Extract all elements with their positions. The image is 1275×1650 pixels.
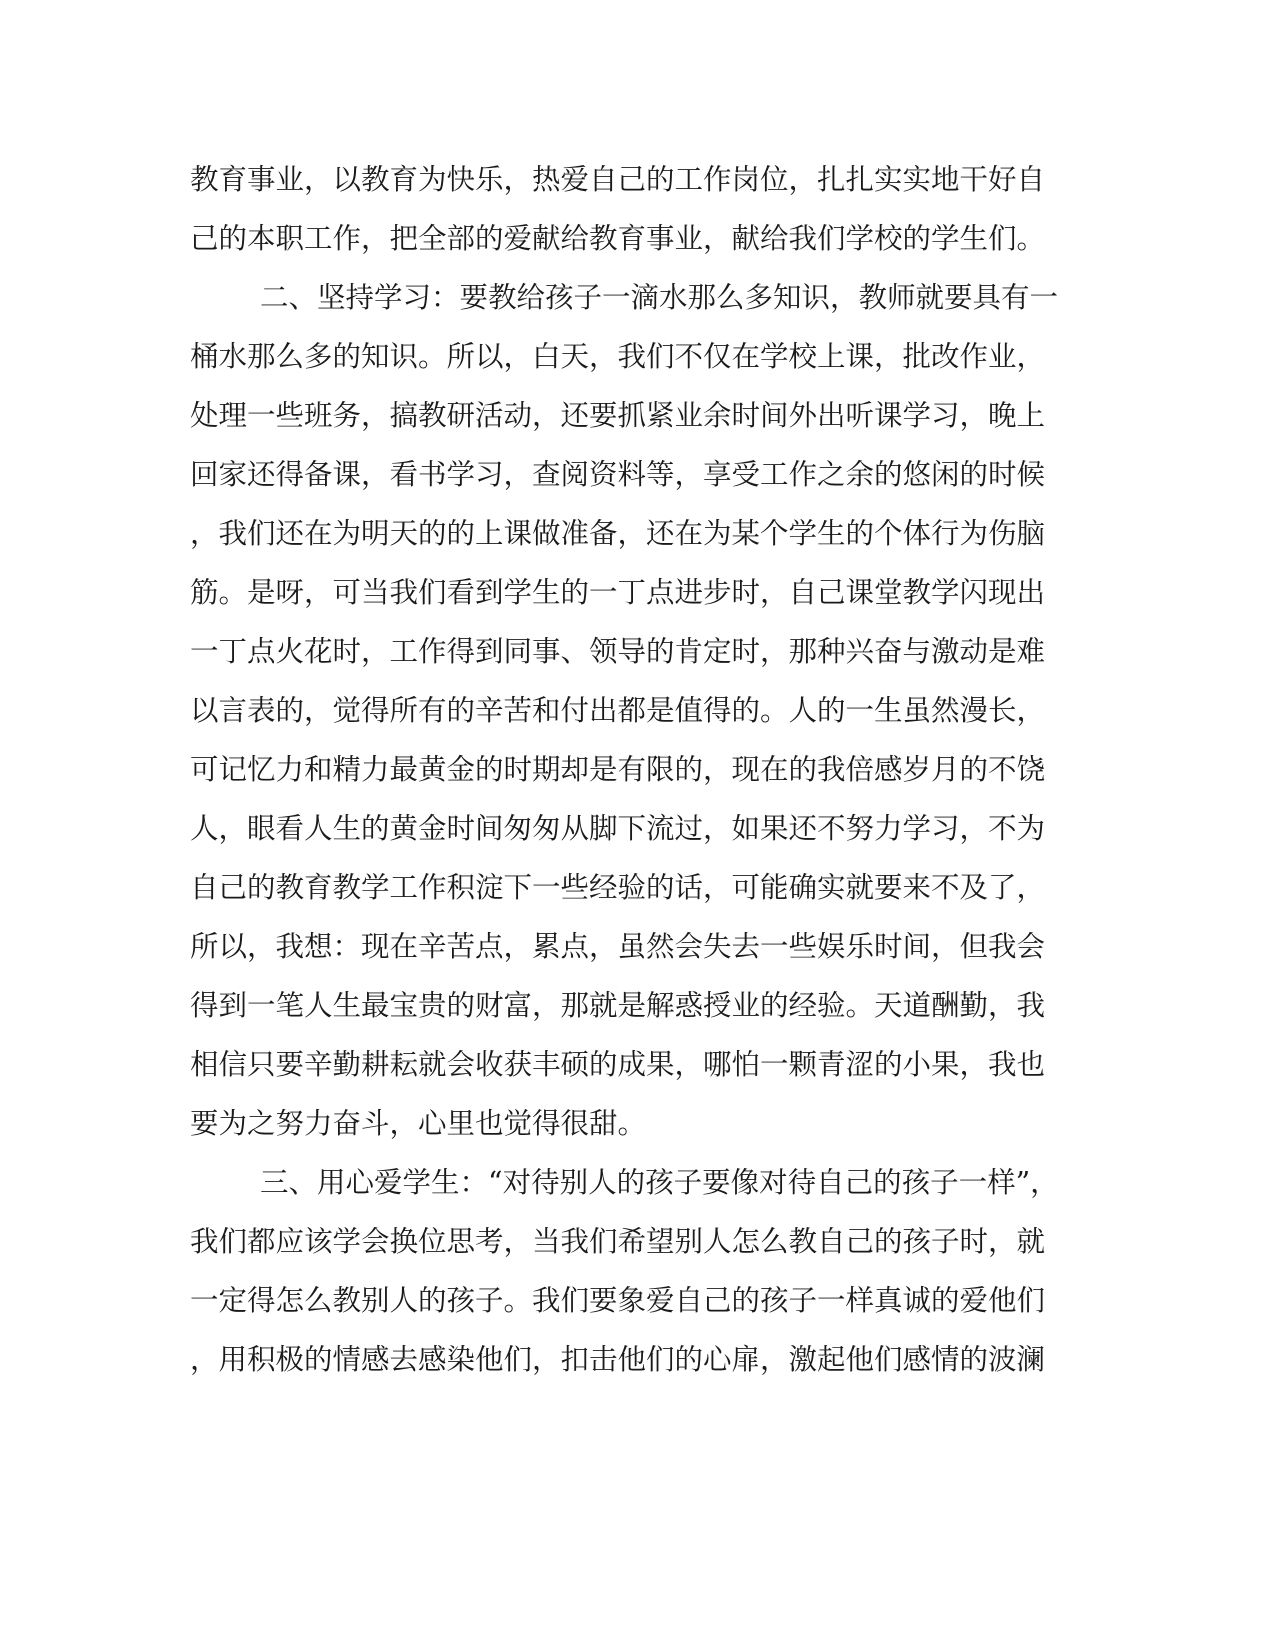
text-line: 我们都应该学会换位思考，当我们希望别人怎么教自己的孩子时，就	[190, 1225, 1046, 1258]
text-line: ，我们还在为明天的的上课做准备，还在为某个学生的个体行为伤脑	[190, 517, 1046, 550]
text-line: 要为之努力奋斗，心里也觉得很甜。	[190, 1107, 647, 1140]
text-line: 处理一些班务，搞教研活动，还要抓紧业余时间外出听课学习，晚上	[190, 399, 1046, 432]
text-line: 己的本职工作，把全部的爱献给教育事业，献给我们学校的学生们。	[190, 222, 1046, 255]
text-line: 筋。是呀，可当我们看到学生的一丁点进步时，自己课堂教学闪现出	[190, 576, 1046, 609]
text-line: 相信只要辛勤耕耘就会收获丰硕的成果，哪怕一颗青涩的小果，我也	[190, 1048, 1046, 1081]
text-line: 所以，我想：现在辛苦点，累点，虽然会失去一些娱乐时间，但我会	[190, 930, 1046, 963]
text-line: 人，眼看人生的黄金时间匆匆从脚下流过，如果还不努力学习，不为	[190, 812, 1046, 845]
text-line: 以言表的，觉得所有的辛苦和付出都是值得的。人的一生虽然漫长，	[190, 694, 1046, 727]
text-line: 桶水那么多的知识。所以，白天，我们不仅在学校上课，批改作业，	[190, 340, 1046, 373]
text-line: 得到一笔人生最宝贵的财富，那就是解惑授业的经验。天道酬勤，我	[190, 989, 1046, 1022]
text-line: 教育事业，以教育为快乐，热爱自己的工作岗位，扎扎实实地干好自	[190, 163, 1046, 196]
paragraph-start-line: 三、用心爱学生：“对待别人的孩子要像对待自己的孩子一样”，	[260, 1166, 1059, 1199]
text-line: 一丁点火花时，工作得到同事、领导的肯定时，那种兴奋与激动是难	[190, 635, 1046, 668]
text-line: 自己的教育教学工作积淀下一些经验的话，可能确实就要来不及了，	[190, 871, 1046, 904]
text-line: 可记忆力和精力最黄金的时期却是有限的，现在的我倍感岁月的不饶	[190, 753, 1046, 786]
paragraph-start-line: 二、坚持学习：要教给孩子一滴水那么多知识，教师就要具有一	[260, 281, 1059, 314]
text-line: 一定得怎么教别人的孩子。我们要象爱自己的孩子一样真诚的爱他们	[190, 1284, 1046, 1317]
text-line: 回家还得备课，看书学习，查阅资料等，享受工作之余的悠闲的时候	[190, 458, 1046, 491]
text-line: ，用积极的情感去感染他们，扣击他们的心扉，激起他们感情的波澜	[190, 1343, 1046, 1376]
